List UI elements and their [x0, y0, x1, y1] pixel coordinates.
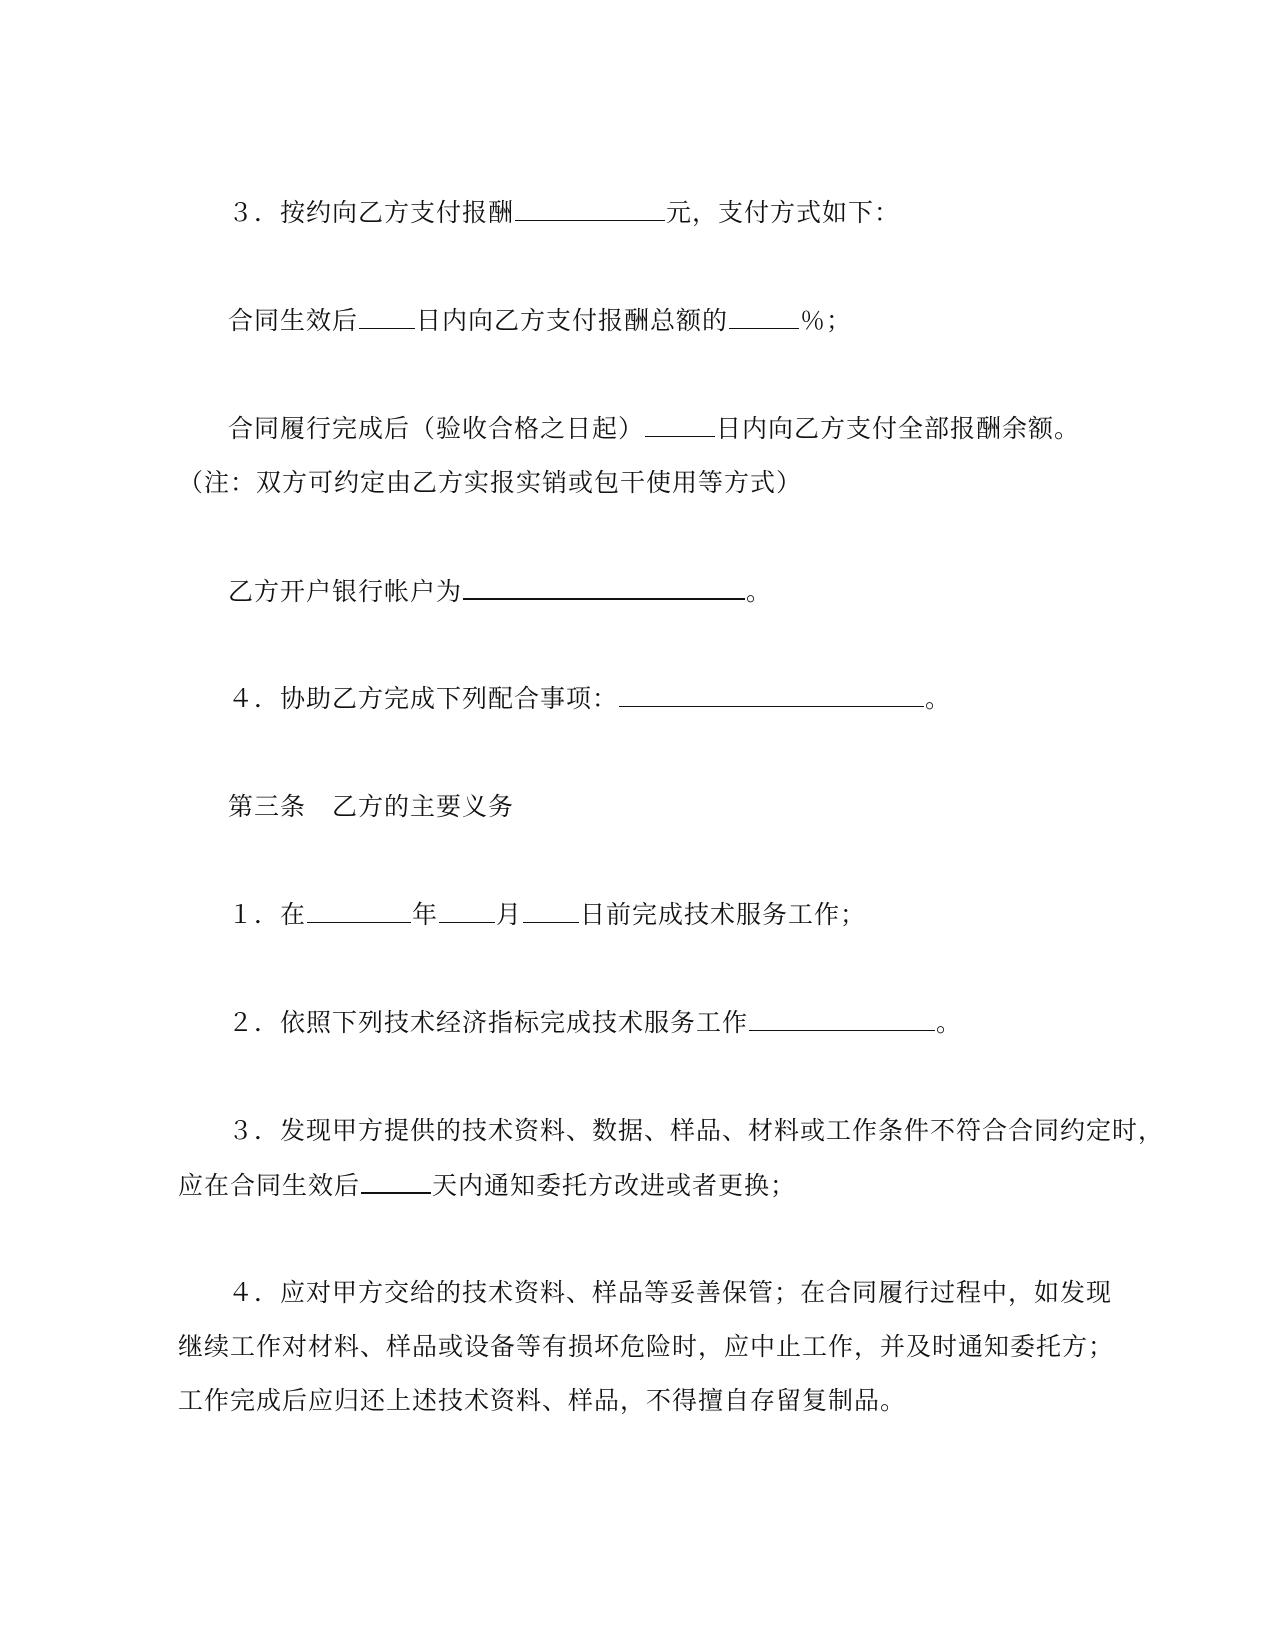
text: 第三条 乙方的主要义务 [228, 792, 515, 821]
text: 日前完成技术服务工作； [580, 900, 867, 929]
text: ３．发现甲方提供的技术资料、数据、样品、材料或工作条件不符合合同约定时， [228, 1116, 1165, 1145]
article-3-heading [228, 790, 514, 824]
payment-note [178, 466, 802, 500]
duty-2-indicators [228, 1006, 962, 1040]
percent-blank[interactable] [729, 304, 799, 329]
text: 元，支付方式如下： [666, 198, 901, 227]
duty-4-line-3 [178, 1384, 906, 1418]
remuneration-amount-blank[interactable] [515, 196, 665, 221]
text: ２．依照下列技术经济指标完成技术服务工作 [228, 1008, 749, 1037]
text: ４．应对甲方交给的技术资料、样品等妥善保管；在合同履行过程中，如发现 [228, 1278, 1113, 1307]
clause-4-assist [228, 682, 951, 716]
text: 。 [936, 1008, 963, 1037]
text: 乙方开户银行帐户为 [228, 577, 463, 606]
days-blank[interactable] [645, 412, 715, 437]
text: 天内通知委托方改进或者更换； [432, 1171, 797, 1200]
bank-account-blank[interactable] [463, 574, 745, 600]
day-blank[interactable] [523, 898, 579, 923]
duty-4-line-2 [178, 1330, 1114, 1364]
text: 合同生效后 [228, 306, 359, 335]
text: ４．协助乙方完成下列配合事项： [228, 684, 619, 713]
clause-3-payment [228, 196, 900, 230]
text: 。 [925, 684, 952, 713]
duty-3-line-2 [178, 1168, 796, 1202]
text: １．在 [228, 900, 307, 929]
text: （注：双方可约定由乙方实报实销或包干使用等方式） [178, 468, 803, 497]
text: 工作完成后应归还上述技术资料、样品，不得擅自存留复制品。 [178, 1386, 907, 1415]
text: 继续工作对材料、样品或设备等有损坏危险时，应中止工作，并及时通知委托方； [178, 1332, 1115, 1361]
year-blank[interactable] [307, 898, 411, 923]
text: ３．按约向乙方支付报酬 [228, 198, 515, 227]
text: 月 [496, 900, 523, 929]
duty-3-line-1 [228, 1114, 1164, 1148]
duty-4-line-1 [228, 1276, 1112, 1310]
payment-first-installment [228, 304, 852, 338]
text: 日内向乙方支付全部报酬余额。 [716, 414, 1081, 443]
days-blank[interactable] [361, 1168, 431, 1194]
text: 合同履行完成后（验收合格之日起） [228, 414, 645, 443]
month-blank[interactable] [439, 898, 495, 923]
payment-balance [228, 412, 1080, 446]
text: 日内向乙方支付报酬总额的 [416, 306, 729, 335]
text: ％； [800, 306, 853, 335]
matters-blank[interactable] [619, 682, 924, 707]
bank-account [228, 574, 772, 608]
text: 。 [746, 577, 773, 606]
text: 年 [412, 900, 439, 929]
days-blank[interactable] [359, 304, 415, 329]
text: 应在合同生效后 [178, 1171, 361, 1200]
duty-1-deadline [228, 898, 866, 932]
indicators-blank[interactable] [749, 1006, 935, 1031]
